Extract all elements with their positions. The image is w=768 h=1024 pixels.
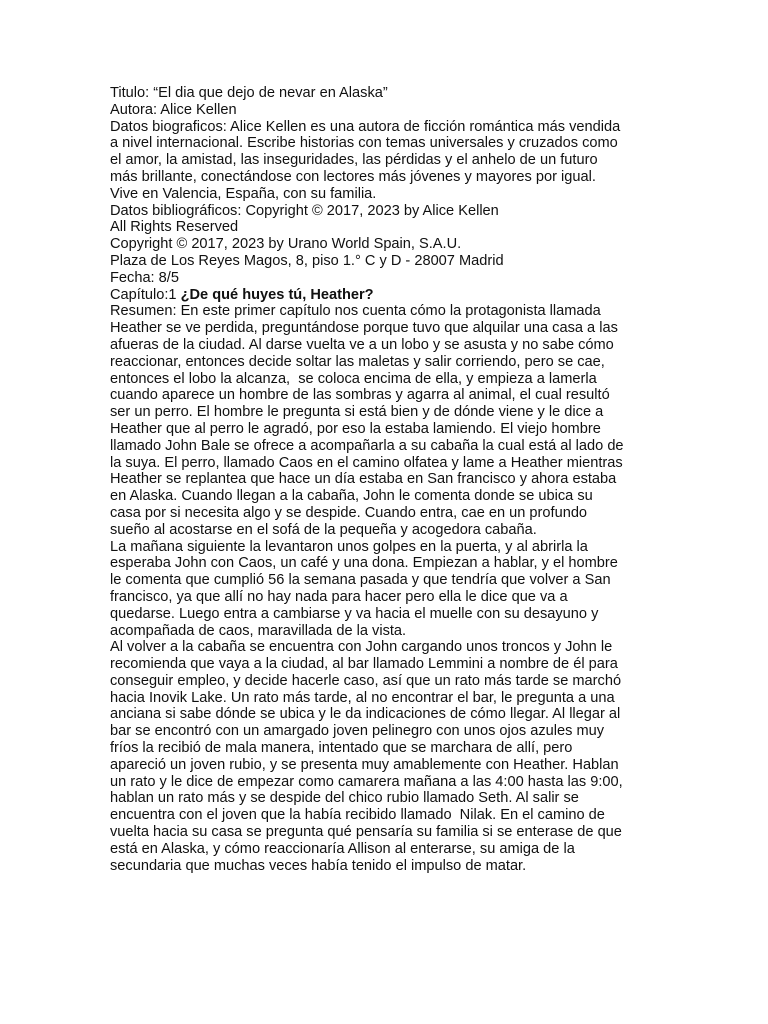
summary-line: Heather que al perro le agradó, por eso la estaba lamiendo. El viejo hombre xyxy=(110,420,601,437)
title-line: Titulo: “El dia que dejo de nevar en Alaska” xyxy=(110,85,388,101)
summary-line: francisco, ya que allí no hay nada para hacer pero ella le dice que va a xyxy=(110,588,568,605)
chapter-label: Capítulo:1 xyxy=(110,286,181,303)
summary-line: cuando aparece un hombre de las sombras y agarra al animal, el cual resultó xyxy=(110,387,610,404)
summary-line: apareció un joven rubio, y se presenta muy amablemente con Heather. Hablan xyxy=(110,756,619,773)
summary-line: esperaba John con Caos, un café y una dona. Empiezan a hablar, y el hombre xyxy=(110,555,618,572)
summary-line: recomienda que vaya a la ciudad, al bar llamado Lemmini a nombre de él para xyxy=(110,656,618,673)
summary-line: conseguir empleo, y decide hacerle caso, así que un rato más tarde se marchó xyxy=(110,672,622,689)
header-block xyxy=(110,85,660,287)
bio-line: Vive en Valencia, España, con su familia. xyxy=(110,185,377,202)
summary-line: bar se encontró con un amargado joven pelinegro con unos ojos azules muy xyxy=(110,723,605,740)
chapter-line xyxy=(110,287,660,304)
summary-line: Al volver a la cabaña se encuentra con John cargando unos troncos y John le xyxy=(110,639,613,656)
summary-line: afueras de la ciudad. Al darse vuelta ve a un lobo y se asusta y no sabe cómo xyxy=(110,336,614,353)
summary-line: secundaria que muchas veces había tenido el impulso de matar. xyxy=(110,857,527,874)
summary-line: hacia Inovik Lake. Un rato más tarde, al no encontrar el bar, le pregunta a una xyxy=(110,689,615,706)
summary-line: ser un perro. El hombre le pregunta si está bien y de dónde viene y le dice a xyxy=(110,404,604,421)
summary-line: llamado John Bale se ofrece a acompañarla a su cabaña la cual está al lado de xyxy=(110,437,624,454)
summary-line: vuelta hacia su casa se pregunta qué pensaría su familia si se enterase de que xyxy=(110,824,622,841)
bio-line: a nivel internacional. Escribe historias con temas universales y cruzados como xyxy=(110,135,618,152)
summary-line: acompañada de caos, maravillada de la vista. xyxy=(110,622,407,639)
date-line: Fecha: 8/5 xyxy=(110,269,179,286)
document-page xyxy=(110,85,660,874)
chapter-title: ¿De qué huyes tú, Heather? xyxy=(180,286,374,303)
summary-line: fríos la recibió de mala manera, intentado que se marchara de allí, pero xyxy=(110,740,573,757)
bio-line: más brillante, conectándose con lectores más jóvenes y mayores por igual. xyxy=(110,168,596,185)
summary-line: Resumen: En este primer capítulo nos cuenta cómo la protagonista llamada xyxy=(110,303,601,320)
bibliographic-line: Plaza de Los Reyes Magos, 8, piso 1.° C y D - 28007 Madrid xyxy=(110,252,504,269)
bio-line: el amor, la amistad, las inseguridades, las pérdidas y el anhelo de un futuro xyxy=(110,152,598,169)
summary-line: hablan un rato más y se despide del chico rubio llamado Seth. Al salir se xyxy=(110,790,579,807)
summary-line: Heather se replantea que hace un día estaba en San francisco y ahora estaba xyxy=(110,471,617,488)
author-line: Autora: Alice Kellen xyxy=(110,101,237,118)
summary-line: un rato y le dice de empezar como camarera mañana a las 4:00 hasta las 9:00, xyxy=(110,773,623,790)
summary-line: casa por si necesita algo y se despide. Cuando entra, cae en un profundo xyxy=(110,504,588,521)
summary-line: le comenta que cumplió 56 la semana pasada y que tendría que volver a San xyxy=(110,572,611,589)
summary-line: sueño al acostarse en el sofá de la pequeña y acogedora cabaña. xyxy=(110,521,537,538)
bio-line: Datos biograficos: Alice Kellen es una autora de ficción romántica más vendida xyxy=(110,118,621,135)
bibliographic-line: Copyright © 2017, 2023 by Urano World Spain, S.A.U. xyxy=(110,236,462,253)
summary-line: La mañana siguiente la levantaron unos golpes en la puerta, y al abrirla la xyxy=(110,538,588,555)
summary-line: anciana si sabe dónde se ubica y le da indicaciones de cómo llegar. Al llegar al xyxy=(110,706,621,723)
summary-line: quedarse. Luego entra a cambiarse y va hacia el muelle con su desayuno y xyxy=(110,605,599,622)
summary-line: entonces el lobo la alcanza, se coloca encima de ella, y empieza a lamerla xyxy=(110,370,597,387)
summary-line: está en Alaska, y cómo reaccionaría Allison al enterarse, su amiga de la xyxy=(110,840,575,857)
summary-line: en Alaska. Cuando llegan a la cabaña, John le comenta donde se ubica su xyxy=(110,488,593,505)
summary-line: Heather se ve perdida, preguntándose porque tuvo que alquilar una casa a las xyxy=(110,320,618,337)
bibliographic-line: All Rights Reserved xyxy=(110,219,239,236)
summary-line: encuentra con el joven que la había recibido llamado Nilak. En el camino de xyxy=(110,807,605,824)
bibliographic-line: Datos bibliográficos: Copyright © 2017, 2023 by Alice Kellen xyxy=(110,202,499,219)
summary-line: reaccionar, entonces decide soltar las maletas y salir corriendo, pero se cae, xyxy=(110,353,605,370)
summary-body xyxy=(110,303,660,874)
summary-line: la suya. El perro, llamado Caos en el camino olfatea y lame a Heather mientras xyxy=(110,454,623,471)
